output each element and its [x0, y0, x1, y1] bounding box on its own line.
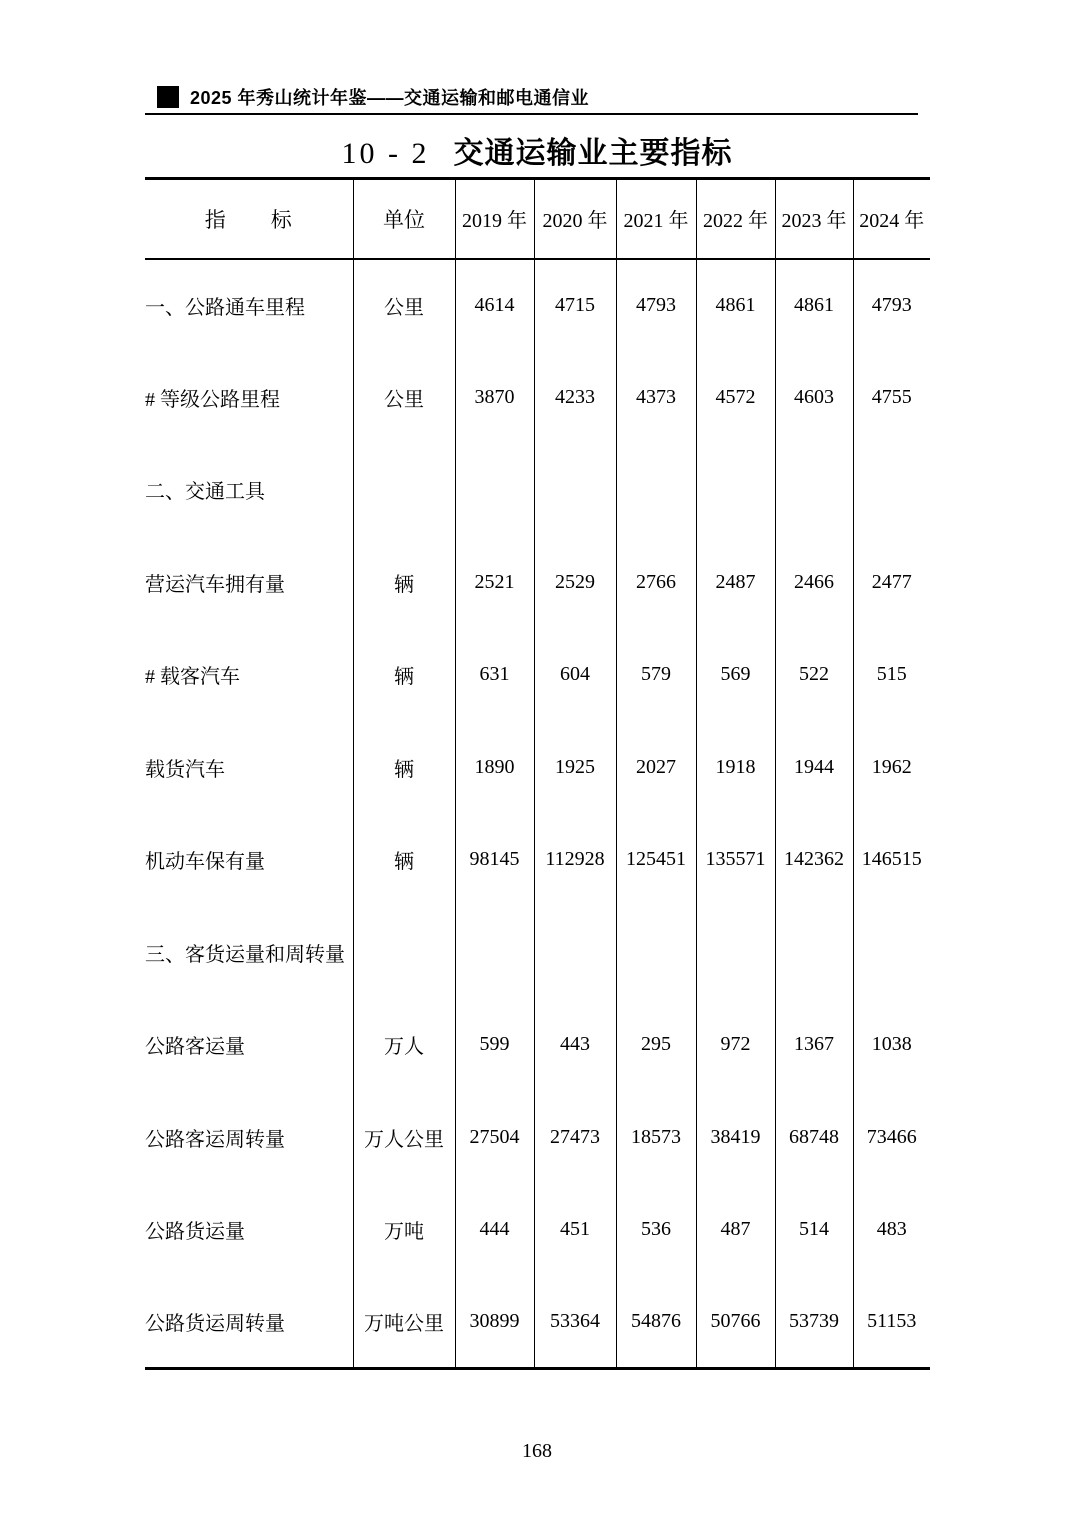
unit-cell: 万人公里	[353, 1091, 455, 1184]
value-cell: 579	[616, 629, 696, 722]
black-square-icon	[157, 86, 179, 108]
value-cell: 443	[534, 999, 616, 1092]
year-column-header: 2019 年	[455, 179, 534, 259]
table-row	[145, 1091, 930, 1184]
table-row	[145, 444, 930, 537]
value-cell	[534, 444, 616, 537]
value-cell: 142362	[775, 814, 853, 907]
value-cell: 112928	[534, 814, 616, 907]
value-cell: 54876	[616, 1276, 696, 1369]
unit-cell	[353, 444, 455, 537]
value-cell: 68748	[775, 1091, 853, 1184]
value-cell: 4603	[775, 351, 853, 444]
value-cell: 4861	[696, 259, 775, 352]
value-cell: 4861	[775, 259, 853, 352]
indicators-table	[145, 177, 930, 1370]
value-cell: 515	[853, 629, 930, 722]
value-cell: 146515	[853, 814, 930, 907]
unit-cell: 公里	[353, 259, 455, 352]
value-cell: 1925	[534, 721, 616, 814]
indicator-cell: # 等级公路里程	[145, 388, 280, 411]
value-cell: 4715	[534, 259, 616, 352]
table-body	[145, 259, 930, 1369]
value-cell: 2027	[616, 721, 696, 814]
table-number: 10 - 2	[341, 137, 430, 170]
value-cell: 4793	[853, 259, 930, 352]
value-cell: 1367	[775, 999, 853, 1092]
value-cell: 483	[853, 1184, 930, 1277]
indicator-cell: 公路货运量	[145, 1221, 245, 1244]
value-cell: 1944	[775, 721, 853, 814]
value-cell: 51153	[853, 1276, 930, 1369]
value-cell: 2477	[853, 536, 930, 629]
indicator-column-header: 指 标	[204, 207, 293, 232]
unit-cell: 辆	[353, 629, 455, 722]
value-cell: 4233	[534, 351, 616, 444]
value-cell: 1962	[853, 721, 930, 814]
value-cell: 599	[455, 999, 534, 1092]
value-cell: 569	[696, 629, 775, 722]
running-head-rule	[145, 113, 918, 115]
unit-cell: 万吨	[353, 1184, 455, 1277]
unit-cell: 万吨公里	[353, 1276, 455, 1369]
indicator-cell: # 载客汽车	[145, 666, 240, 689]
value-cell	[455, 906, 534, 999]
value-cell: 2529	[534, 536, 616, 629]
year-column-header: 2021 年	[616, 179, 696, 259]
value-cell	[775, 906, 853, 999]
indicator-cell: 公路货运周转量	[145, 1313, 285, 1335]
value-cell: 4373	[616, 351, 696, 444]
running-head	[157, 84, 589, 110]
indicator-cell: 载货汽车	[145, 758, 225, 781]
value-cell: 444	[455, 1184, 534, 1277]
unit-cell: 辆	[353, 814, 455, 907]
value-cell: 536	[616, 1184, 696, 1277]
value-cell: 50766	[696, 1276, 775, 1369]
table-row	[145, 351, 930, 444]
running-head-text: 2025 年秀山统计年鉴——交通运输和邮电通信业	[190, 88, 590, 108]
value-cell: 451	[534, 1184, 616, 1277]
value-cell: 18573	[616, 1091, 696, 1184]
table-row	[145, 1276, 930, 1369]
value-cell: 295	[616, 999, 696, 1092]
value-cell: 135571	[696, 814, 775, 907]
unit-cell	[353, 906, 455, 999]
table-row	[145, 906, 930, 999]
value-cell: 53364	[534, 1276, 616, 1369]
value-cell	[455, 444, 534, 537]
year-column-header: 2023 年	[775, 179, 853, 259]
value-cell: 2487	[696, 536, 775, 629]
value-cell	[853, 906, 930, 999]
value-cell	[534, 906, 616, 999]
value-cell: 522	[775, 629, 853, 722]
value-cell	[775, 444, 853, 537]
page-title	[0, 128, 1074, 172]
indicator-cell: 公路客运周转量	[145, 1128, 285, 1151]
year-column-header: 2024 年	[853, 179, 930, 259]
unit-cell: 辆	[353, 536, 455, 629]
value-cell: 30899	[455, 1276, 534, 1369]
unit-cell: 辆	[353, 721, 455, 814]
value-cell: 27504	[455, 1091, 534, 1184]
value-cell: 53739	[775, 1276, 853, 1369]
value-cell	[696, 444, 775, 537]
page-number: 168	[522, 1440, 552, 1462]
value-cell: 4793	[616, 259, 696, 352]
value-cell: 604	[534, 629, 616, 722]
indicator-cell: 二、交通工具	[145, 481, 265, 504]
indicator-cell: 机动车保有量	[145, 851, 265, 874]
value-cell: 4755	[853, 351, 930, 444]
table-row	[145, 814, 930, 907]
value-cell: 514	[775, 1184, 853, 1277]
indicator-cell: 公路客运量	[145, 1036, 245, 1059]
value-cell: 631	[455, 629, 534, 722]
indicator-cell: 一、公路通车里程	[145, 296, 305, 319]
value-cell: 98145	[455, 814, 534, 907]
year-column-header: 2020 年	[534, 179, 616, 259]
value-cell: 1890	[455, 721, 534, 814]
table-header-row	[145, 179, 930, 259]
value-cell: 73466	[853, 1091, 930, 1184]
table-row	[145, 1184, 930, 1277]
value-cell: 27473	[534, 1091, 616, 1184]
year-column-header: 2022 年	[696, 179, 775, 259]
value-cell: 1918	[696, 721, 775, 814]
value-cell	[616, 906, 696, 999]
value-cell: 1038	[853, 999, 930, 1092]
value-cell: 2521	[455, 536, 534, 629]
value-cell	[616, 444, 696, 537]
value-cell: 4614	[455, 259, 534, 352]
value-cell: 4572	[696, 351, 775, 444]
value-cell: 972	[696, 999, 775, 1092]
unit-cell: 公里	[353, 351, 455, 444]
table-row	[145, 721, 930, 814]
unit-cell: 万人	[353, 999, 455, 1092]
value-cell: 38419	[696, 1091, 775, 1184]
value-cell: 2766	[616, 536, 696, 629]
value-cell: 2466	[775, 536, 853, 629]
value-cell	[853, 444, 930, 537]
value-cell	[696, 906, 775, 999]
table-title: 交通运输业主要指标	[453, 137, 733, 170]
table-row	[145, 259, 930, 352]
unit-column-header: 单位	[353, 179, 455, 259]
value-cell: 487	[696, 1184, 775, 1277]
table-row	[145, 999, 930, 1092]
table-row	[145, 536, 930, 629]
value-cell: 3870	[455, 351, 534, 444]
value-cell: 125451	[616, 814, 696, 907]
indicator-cell: 营运汽车拥有量	[145, 573, 285, 596]
indicator-cell: 三、客货运量和周转量	[145, 943, 345, 966]
table-row	[145, 629, 930, 722]
